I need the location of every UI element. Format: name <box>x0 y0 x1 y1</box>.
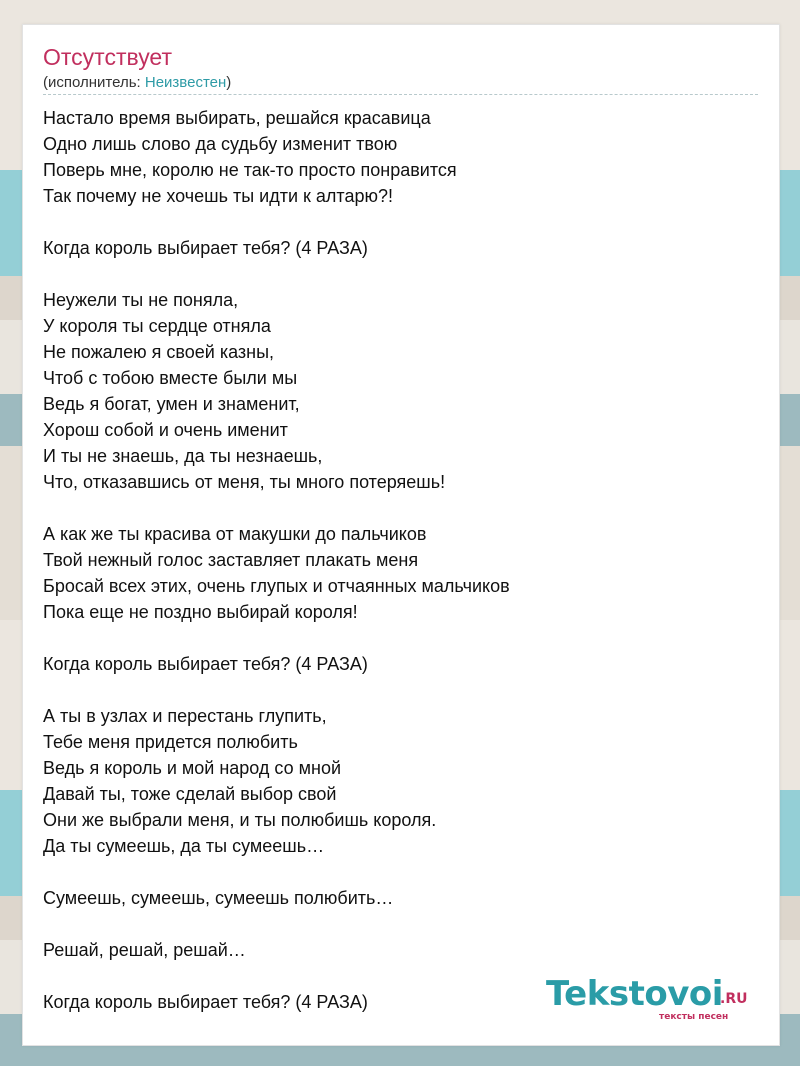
lyric-blank-line <box>43 677 758 703</box>
artist-link[interactable]: Неизвестен <box>144 74 227 91</box>
logo-tld: .RU <box>720 991 748 1007</box>
lyric-line: Хорош собой и очень именит <box>43 420 288 440</box>
lyric-blank-line <box>43 209 758 235</box>
lyrics-card <box>22 24 780 1046</box>
lyric-line: Настало время выбирать, решайся красавица <box>43 108 431 128</box>
lyric-blank-line <box>43 261 758 287</box>
lyric-line: Не пожалею я своей казны, <box>43 342 275 362</box>
lyric-blank-line <box>43 495 758 521</box>
site-logo[interactable] <box>546 974 756 1024</box>
lyric-line: А ты в узлах и перестань глупить, <box>43 706 327 726</box>
artist-suffix: ) <box>226 74 232 91</box>
lyric-line: И ты не знаешь, да ты незнаешь, <box>43 446 323 466</box>
title-divider <box>43 94 758 95</box>
logo-tagline: тексты песен <box>659 1012 729 1022</box>
lyric-line: Одно лишь слово да судьбу изменит твою <box>43 134 398 154</box>
song-title: Отсутствует <box>43 44 172 70</box>
lyric-line: Поверь мне, королю не так-то просто понравится <box>43 160 457 180</box>
lyric-line: Пока еще не поздно выбирай короля! <box>43 602 358 622</box>
lyric-line: Что, отказавшись от меня, ты много потеряешь! <box>43 472 446 492</box>
lyric-line: Ведь я король и мой народ со мной <box>43 758 342 778</box>
lyric-blank-line <box>43 625 758 651</box>
logo-wordmark: Tekstovoi <box>546 974 723 1014</box>
lyric-line: Неужели ты не поняла, <box>43 290 239 310</box>
lyric-line: Так почему не хочешь ты идти к алтарю?! <box>43 186 393 206</box>
lyric-line: А как же ты красива от макушки до пальчиков <box>43 524 427 544</box>
lyric-line: Давай ты, тоже сделай выбор свой <box>43 784 337 804</box>
lyric-line: Бросай всех этих, очень глупых и отчаянных мальчиков <box>43 576 510 596</box>
lyric-blank-line <box>43 911 758 937</box>
lyric-line: Ведь я богат, умен и знаменит, <box>43 394 300 414</box>
lyrics-text <box>43 105 758 1015</box>
lyric-line: Когда король выбирает тебя? (4 РАЗА) <box>43 238 368 258</box>
lyric-blank-line <box>43 859 758 885</box>
lyric-line: Они же выбрали меня, и ты полюбишь короля. <box>43 810 437 830</box>
lyric-line: Чтоб с тобою вместе были мы <box>43 368 298 388</box>
lyric-line: Когда король выбирает тебя? (4 РАЗА) <box>43 654 368 674</box>
lyric-line: Тебе меня придется полюбить <box>43 732 298 752</box>
artist-line <box>43 73 231 93</box>
lyric-line: Сумеешь, сумеешь, сумеешь полюбить… <box>43 888 394 908</box>
lyric-line: Твой нежный голос заставляет плакать меня <box>43 550 419 570</box>
lyric-line: Решай, решай, решай… <box>43 940 246 960</box>
lyric-line: У короля ты сердце отняла <box>43 316 271 336</box>
lyric-line: Когда король выбирает тебя? (4 РАЗА) <box>43 992 368 1012</box>
artist-prefix: (исполнитель: <box>43 74 145 91</box>
lyric-line: Да ты сумеешь, да ты сумеешь… <box>43 836 325 856</box>
